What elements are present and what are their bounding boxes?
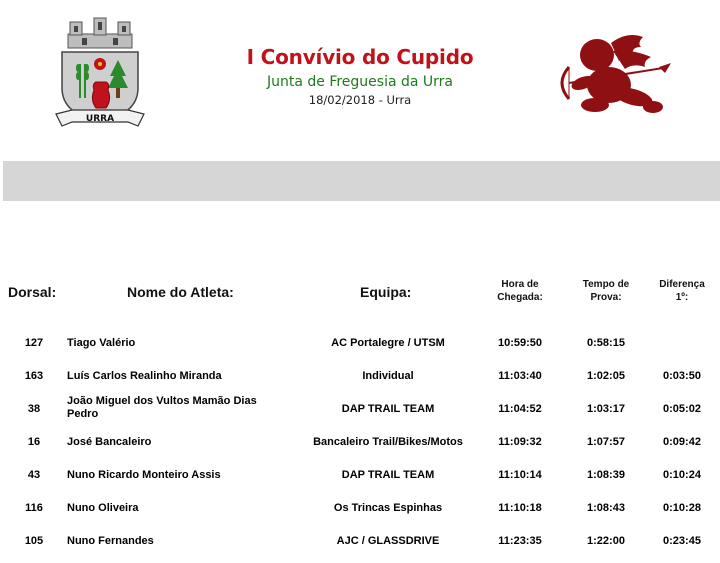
row-team: DAP TRAIL TEAM — [341, 403, 435, 415]
row-athlete-name: Nuno Fernandes — [67, 535, 154, 547]
event-title-block — [200, 44, 520, 108]
document-header — [0, 0, 720, 160]
row-race-time: 1:22:00 — [587, 535, 625, 547]
table-row — [0, 368, 720, 398]
row-race-time: 1:02:05 — [587, 370, 625, 382]
table-row — [0, 434, 720, 464]
header-dorsal: Dorsal: — [8, 284, 57, 300]
row-athlete-name: João Miguel dos Vultos Mamão Dias Pedro — [67, 395, 257, 420]
table-row — [0, 395, 720, 431]
row-dorsal: 163 — [24, 370, 44, 382]
row-arrival-time: 11:04:52 — [498, 403, 542, 415]
row-athlete-name: Nuno Ricardo Monteiro Assis — [67, 469, 221, 481]
table-row — [0, 467, 720, 497]
header-difference: Diferença 1º: — [659, 279, 705, 303]
event-title: I Convívio do Cupido — [246, 45, 474, 69]
row-team: Os Trincas Espinhas — [333, 502, 443, 514]
header-team: Equipa: — [360, 284, 412, 300]
row-race-time: 1:07:57 — [587, 436, 625, 448]
row-arrival-time: 10:59:50 — [497, 337, 543, 349]
row-arrival-time: 11:23:35 — [498, 535, 542, 547]
row-difference: 0:10:24 — [663, 469, 701, 481]
row-difference: 0:05:02 — [663, 403, 701, 415]
row-race-time: 1:08:43 — [587, 502, 625, 514]
row-dorsal: 16 — [27, 436, 41, 448]
row-arrival-time: 11:03:40 — [498, 370, 542, 382]
cupid-icon — [553, 33, 673, 119]
header-athlete-name: Nome do Atleta: — [127, 284, 234, 300]
row-arrival-time: 11:09:32 — [498, 436, 542, 448]
event-date-place: 18/02/2018 - Urra — [308, 93, 412, 107]
row-difference: 0:10:28 — [663, 502, 701, 514]
row-arrival-time: 11:10:14 — [498, 469, 542, 481]
row-difference: 0:09:42 — [663, 436, 701, 448]
row-dorsal: 38 — [27, 403, 41, 415]
row-race-time: 1:03:17 — [587, 403, 625, 415]
row-athlete-name: José Bancaleiro — [67, 436, 152, 448]
row-difference: 0:23:45 — [663, 535, 701, 547]
header-arrival-time: Hora de Chegada: — [497, 279, 543, 303]
row-dorsal: 127 — [24, 337, 44, 349]
header-divider-bar — [3, 161, 720, 201]
row-difference: 0:03:50 — [663, 370, 701, 382]
row-team: AJC / GLASSDRIVE — [336, 535, 440, 547]
event-organizer: Junta de Freguesia da Urra — [266, 74, 454, 90]
row-athlete-name: Luís Carlos Realinho Miranda — [67, 370, 222, 382]
row-athlete-name: Nuno Oliveira — [67, 502, 139, 514]
row-dorsal: 105 — [24, 535, 44, 547]
header-race-time: Tempo de Prova: — [582, 279, 630, 303]
row-race-time: 1:08:39 — [587, 469, 625, 481]
row-team: DAP TRAIL TEAM — [341, 469, 435, 481]
table-row — [0, 335, 720, 365]
row-team: AC Portalegre / UTSM — [331, 337, 445, 349]
row-team: Individual — [362, 370, 414, 382]
table-row — [0, 500, 720, 530]
row-athlete-name: Tiago Valério — [67, 337, 136, 349]
crest-label: URRA — [85, 114, 115, 124]
row-arrival-time: 11:10:18 — [498, 502, 542, 514]
row-race-time: 0:58:15 — [587, 337, 625, 349]
urra-crest-logo — [52, 14, 148, 132]
table-row — [0, 533, 720, 563]
row-dorsal: 116 — [25, 502, 43, 514]
row-team: Bancaleiro Trail/Bikes/Motos — [313, 436, 463, 448]
row-dorsal: 43 — [27, 469, 41, 481]
